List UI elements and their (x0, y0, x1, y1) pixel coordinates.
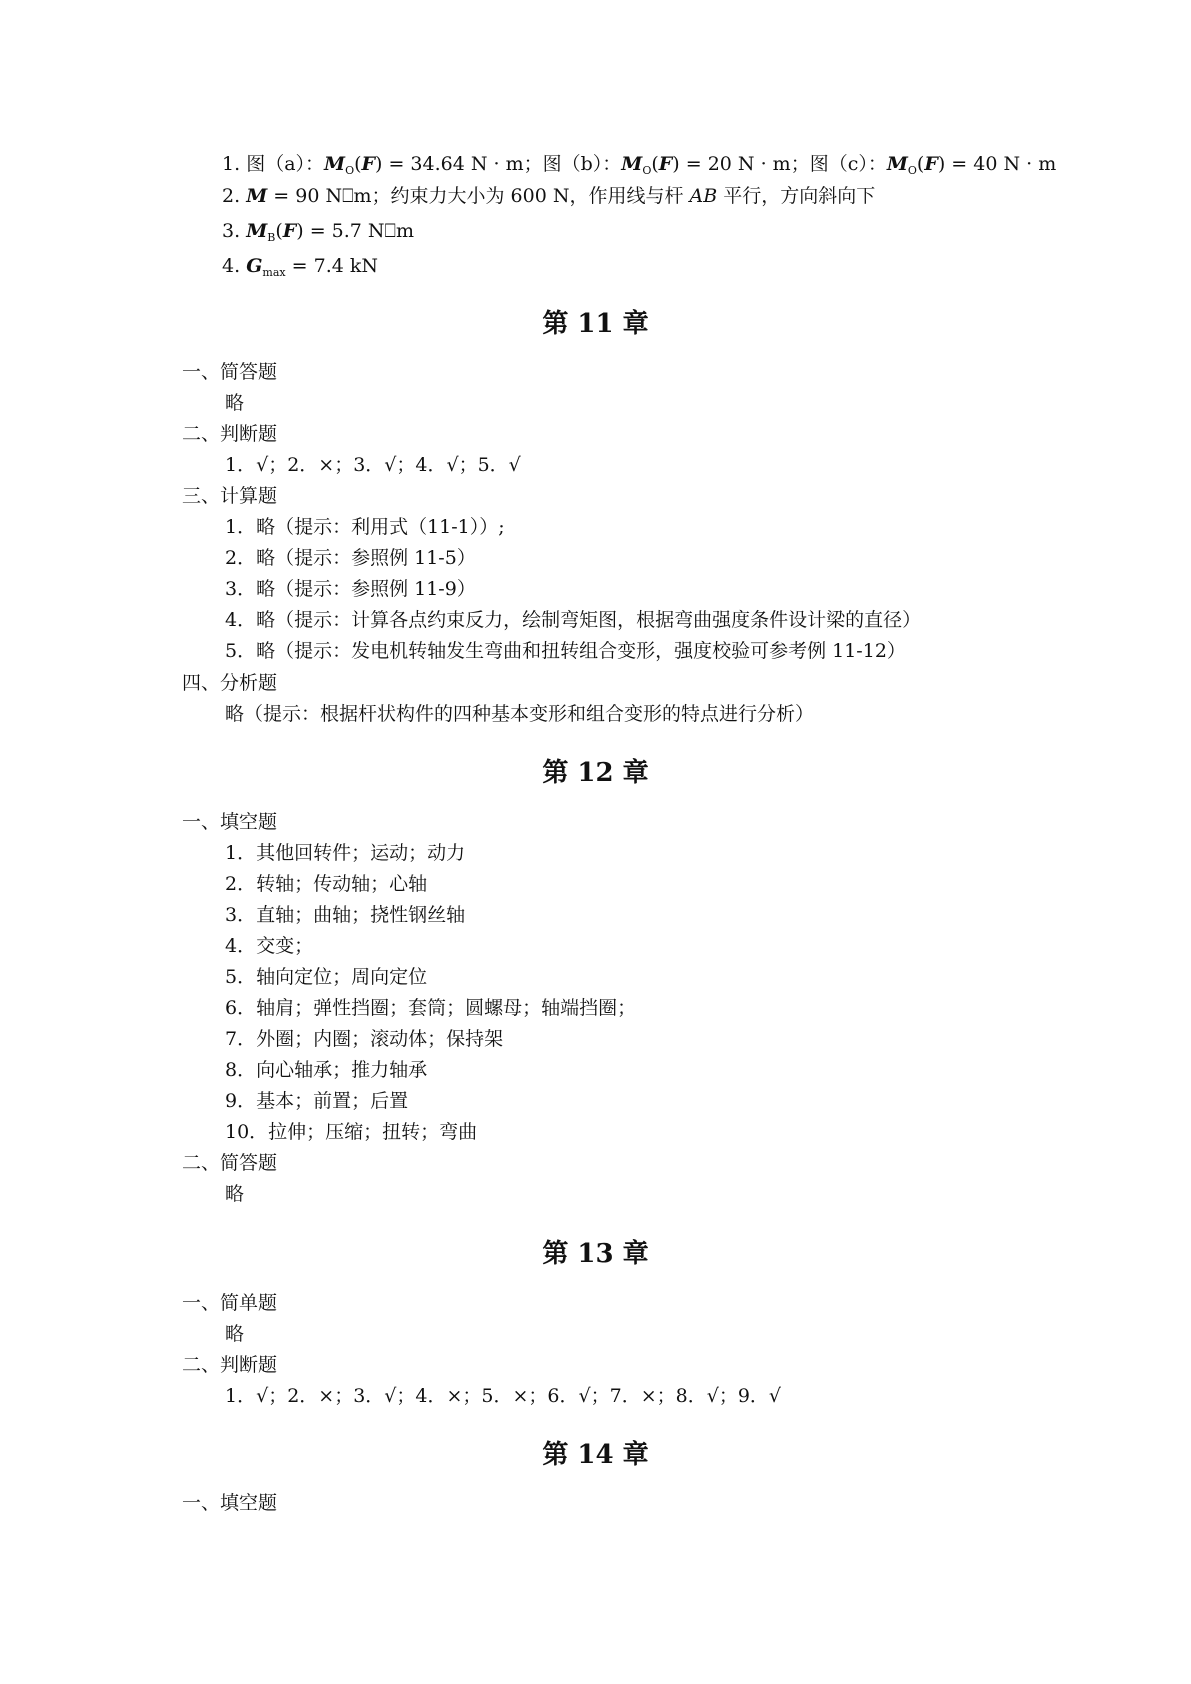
chapter-13-title: 第 13 章 (542, 1239, 649, 1269)
ch12-fill-item: 7．外圈；内圈；滚动体；保持架 (225, 1028, 504, 1050)
ch13-section-1-body: 略 (225, 1323, 245, 1345)
ch12-section-2: 二、简答题 (182, 1152, 278, 1174)
ch11-section-4-body: 略（提示：根据杆状构件的四种基本变形和组合变形的特点进行分析） (225, 703, 815, 725)
ch12-fill-item: 4．交变； (225, 935, 314, 957)
ch11-section-2: 二、判断题 (182, 423, 278, 445)
answer-line-1: 1. 图（a）：$M_O(F) = 34.64$ N · m；图（b）：$M_O(F) = 20$ N · m；图（c）：$M_O(F) = 40$ N · m (222, 153, 1057, 177)
ch11-calc-item: 1．略（提示：利用式（11-1））; (225, 516, 505, 538)
ch12-fill-item: 5．轴向定位；周向定位 (225, 966, 428, 988)
ch11-section-1-body: 略 (225, 392, 245, 414)
ch14-section-1: 一、填空题 (182, 1492, 278, 1514)
ch11-section-2-body: 1．√；2．×；3．√；4．√；5．√ (225, 454, 521, 476)
ch13-section-1: 一、简单题 (182, 1292, 278, 1314)
ch11-calc-item: 4．略（提示：计算各点约束反力，绘制弯矩图，根据弯曲强度条件设计梁的直径） (225, 609, 922, 631)
answer-line-3: 3. $M_B(F) = 5.7$ N⎕m (222, 220, 414, 244)
ch12-fill-item: 6．轴肩；弹性挡圈；套筒；圆螺母；轴端挡圈； (225, 997, 637, 1019)
ch13-section-2-body: 1．√；2．×；3．√；4．×；5．×；6．√；7．×；8．√；9．√ (225, 1385, 782, 1407)
ch12-fill-item: 2．转轴；传动轴；心轴 (225, 873, 428, 895)
ch11-calc-item: 5．略（提示：发电机转轴发生弯曲和扭转组合变形，强度校验可参考例 11-12） (225, 640, 906, 662)
ch11-calc-item: 3．略（提示：参照例 11-9） (225, 578, 476, 600)
chapter-14-title: 第 14 章 (542, 1440, 649, 1470)
ch12-section-2-body: 略 (225, 1183, 245, 1205)
ch12-fill-item: 10．拉伸；压缩；扭转；弯曲 (225, 1121, 478, 1143)
ch11-section-4: 四、分析题 (182, 672, 278, 694)
ch12-fill-item: 1．其他回转件；运动；动力 (225, 842, 466, 864)
chapter-12-title: 第 12 章 (542, 758, 649, 788)
answer-line-2: 2. M = 90 N⎕m；约束力大小为 600 N，作用线与杆 AB 平行，方向斜向下 (222, 185, 876, 207)
ch13-section-2: 二、判断题 (182, 1354, 278, 1376)
ch12-fill-item: 8．向心轴承；推力轴承 (225, 1059, 428, 1081)
ch12-fill-item: 9．基本；前置；后置 (225, 1090, 409, 1112)
ch12-fill-item: 3．直轴；曲轴；挠性钢丝轴 (225, 904, 466, 926)
ch11-section-1: 一、简答题 (182, 361, 278, 383)
chapter-11-title: 第 11 章 (542, 309, 649, 339)
ch12-section-1: 一、填空题 (182, 811, 278, 833)
answer-line-4: 4. $G_{max} = 7.4$ kN (222, 255, 379, 279)
ch11-section-3: 三、计算题 (182, 485, 278, 507)
ch11-calc-item: 2．略（提示：参照例 11-5） (225, 547, 476, 569)
